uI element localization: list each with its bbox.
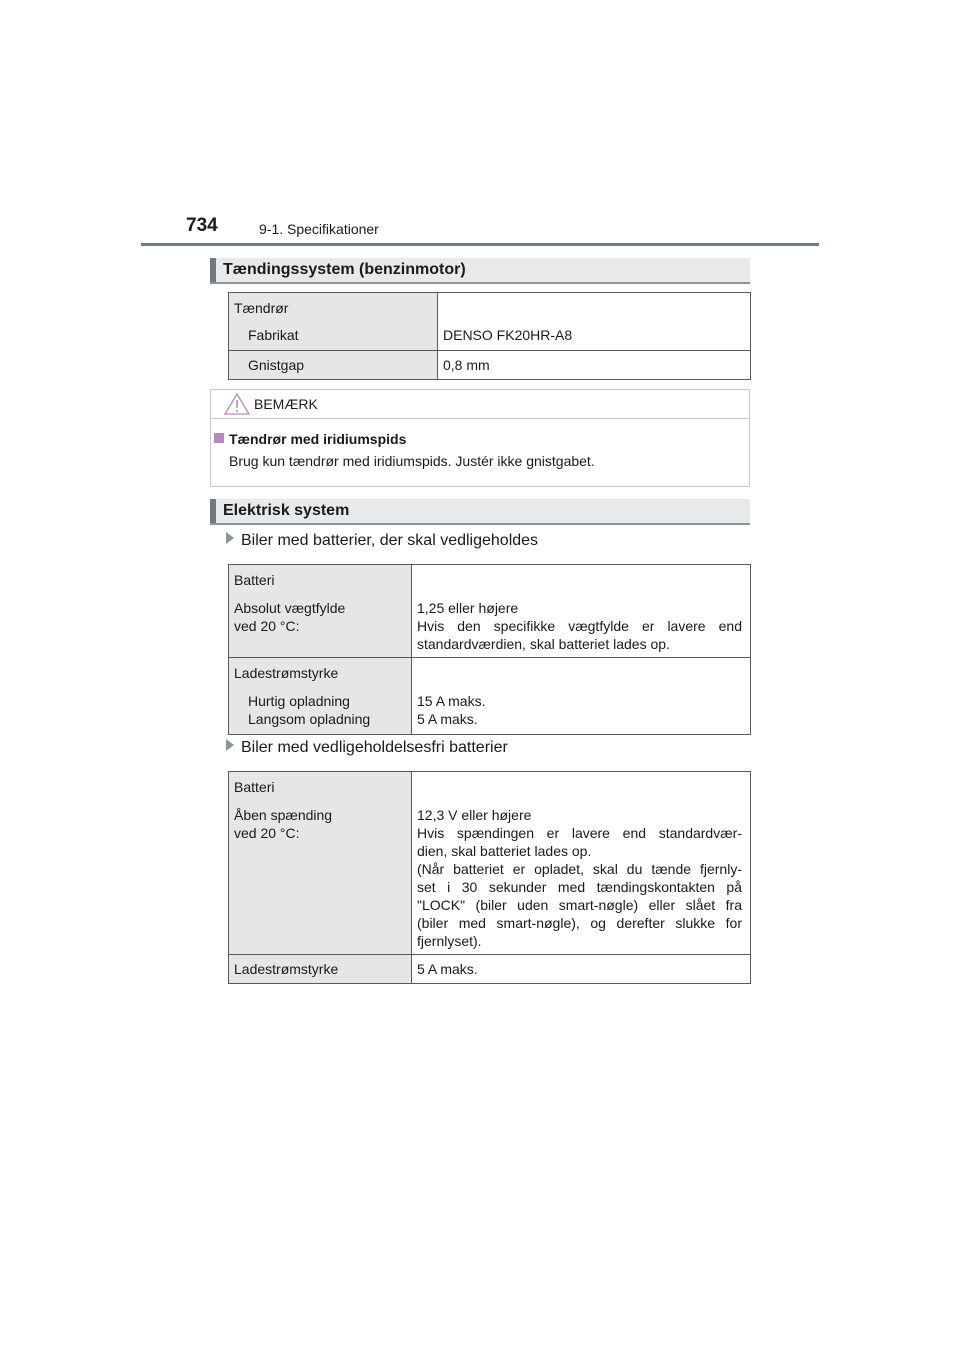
note-header: [211, 390, 749, 419]
voltage-value-line: (Når batteriet er opladet, skal du tænde fjernly-: [417, 861, 742, 877]
gravity-value-cell: [412, 565, 751, 658]
table-row: [229, 293, 751, 351]
mf-charge-current-value: 5 A maks.: [417, 961, 478, 977]
ignition-section-heading: [210, 258, 750, 284]
gravity-value-line-1: 1,25 eller højere: [417, 600, 519, 616]
spark-gap-value: 0,8 mm: [443, 357, 490, 373]
note-box: [210, 389, 750, 487]
fast-charge-label: Hurtig opladning: [248, 693, 350, 709]
voltage-value-line: (biler med smart-nøgle), og derefter slukke for: [417, 915, 742, 931]
mf-charge-value-cell: [412, 955, 751, 984]
spark-gap-label: Gnistgap: [248, 357, 305, 373]
ignition-section-title: Tændingssystem (benzinmotor): [223, 261, 466, 278]
table-row: [229, 351, 751, 380]
charge-value-cell: [412, 658, 751, 735]
charge-current-label: Ladestrømstyrke: [234, 665, 339, 681]
note-label: BEMÆRK: [254, 396, 318, 412]
gravity-label-cell: [229, 565, 412, 658]
note-title: Tændrør med iridiumspids: [229, 431, 407, 447]
gravity-label-line-2: ved 20 °C:: [234, 618, 300, 634]
table-row: [229, 955, 751, 984]
gravity-value-line-2: Hvis den specifikke vægtfylde er lavere end: [417, 618, 742, 634]
maintenance-free-subheading: [226, 739, 508, 757]
maintained-battery-subheading: [226, 532, 538, 550]
page-number: 734: [186, 215, 218, 236]
voltage-value-line: 12,3 V eller højere: [417, 807, 532, 823]
slow-charge-label: Langsom opladning: [248, 711, 371, 727]
section-breadcrumb: 9-1. Specifikationer: [259, 221, 379, 237]
charge-label-cell: [229, 658, 412, 735]
voltage-value-line: Hvis spændingen er lavere end standardvær-: [417, 825, 742, 841]
spark-plug-group-label: Tændrør: [234, 300, 289, 316]
voltage-label-line-1: Åben spænding: [234, 807, 333, 823]
maintenance-free-heading-text: Biler med vedligeholdelsesfri batterier: [241, 739, 508, 756]
note-text: Brug kun tændrør med iridiumspids. Justér ikke gnistgabet.: [229, 453, 595, 469]
gravity-label-line-1: Absolut vægtfylde: [234, 600, 346, 616]
voltage-value-line: "LOCK" (biler uden smart-nøgle) eller slået fra: [417, 897, 742, 913]
voltage-value-line: fjernlyset).: [417, 933, 482, 949]
electrical-section-heading: [210, 499, 750, 525]
table-row: [229, 565, 751, 658]
manufacturer-value: DENSO FK20HR-A8: [443, 327, 573, 343]
voltage-label-cell: [229, 772, 412, 955]
table-row: [229, 772, 751, 955]
electrical-section-title: Elektrisk system: [223, 502, 350, 519]
maintained-battery-heading-text: Biler med batterier, der skal vedligeholdes: [241, 532, 539, 549]
maintenance-free-battery-table: [228, 771, 751, 984]
spark-plug-label-cell: [229, 293, 438, 351]
square-bullet-icon: [214, 433, 224, 443]
gravity-value-line-3: standardværdien, skal batteriet lades op.: [417, 636, 670, 652]
arrow-right-icon: [226, 532, 234, 544]
voltage-value-line: dien, skal batteriet lades op.: [417, 843, 592, 859]
table-row: [229, 658, 751, 735]
maintained-battery-table: [228, 564, 751, 735]
heading-accent-bar: [210, 499, 216, 523]
spark-gap-value-cell: [438, 351, 751, 380]
header-divider: [141, 243, 819, 246]
arrow-right-icon: [226, 739, 234, 751]
voltage-label-line-2: ved 20 °C:: [234, 825, 300, 841]
voltage-value-cell: [412, 772, 751, 955]
heading-accent-bar: [210, 258, 216, 282]
ignition-spec-table: [228, 292, 751, 380]
fast-charge-value: 15 A maks.: [417, 693, 486, 709]
mf-charge-current-label: Ladestrømstyrke: [234, 961, 339, 977]
battery-group-label: Batteri: [234, 779, 275, 795]
mf-charge-label-cell: [229, 955, 412, 984]
voltage-value-line: set i 30 sekunder med tændingskontakten på: [417, 879, 742, 895]
spark-gap-label-cell: [229, 351, 438, 380]
slow-charge-value: 5 A maks.: [417, 711, 478, 727]
manufacturer-label: Fabrikat: [248, 327, 299, 343]
warning-triangle-icon: [224, 393, 250, 415]
manufacturer-value-cell: [438, 293, 751, 351]
battery-group-label: Batteri: [234, 572, 275, 588]
